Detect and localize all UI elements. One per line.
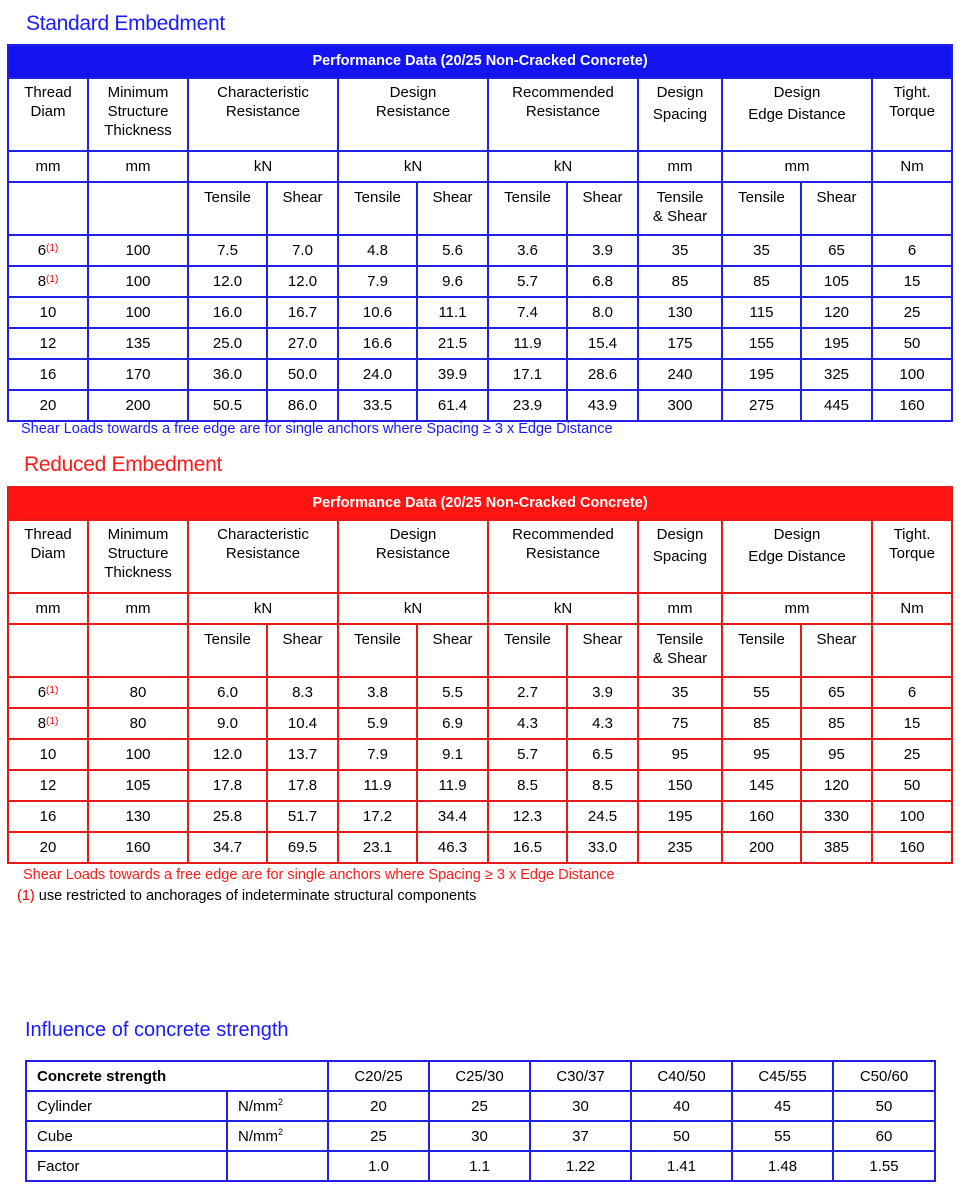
standard-shear-note: Shear Loads towards a free edge are for single anchors where Spacing ≥ 3 x Edge Distance xyxy=(21,421,613,437)
subheader-empty xyxy=(8,182,88,235)
subheader-empty xyxy=(88,182,188,235)
value-cell: 8.0 xyxy=(567,297,638,328)
unit-cell: mm xyxy=(88,593,188,624)
value-cell: 17.8 xyxy=(188,770,267,801)
subheader-tensile: Tensile xyxy=(488,624,567,677)
value-cell: 85 xyxy=(722,266,801,297)
value-cell: 6.5 xyxy=(567,739,638,770)
footnote xyxy=(17,888,476,904)
value-cell: 65 xyxy=(801,235,872,266)
unit-cell: kN xyxy=(188,593,338,624)
concrete-strength-label: Concrete strength xyxy=(26,1061,328,1091)
table-row xyxy=(8,739,952,770)
table-row xyxy=(8,390,952,421)
value-cell: 75 xyxy=(638,708,722,739)
value-cell: 24.0 xyxy=(338,359,417,390)
thread-diam-cell: 10 xyxy=(8,297,88,328)
table-row xyxy=(8,297,952,328)
value-cell: 100 xyxy=(872,801,952,832)
thread-diam-cell: 6$^{(1)}$ xyxy=(8,235,88,266)
thread-diam-cell: 20 xyxy=(8,832,88,863)
thread-diam-cell: 12 xyxy=(8,770,88,801)
value-cell: 7.9 xyxy=(338,266,417,297)
value-cell: 275 xyxy=(722,390,801,421)
footnote-ref: (1) xyxy=(46,716,59,727)
subheader-tensile: Tensile xyxy=(722,182,801,235)
value-cell: 155 xyxy=(722,328,801,359)
value-cell: 7.5 xyxy=(188,235,267,266)
value-cell: 50 xyxy=(833,1091,935,1121)
table-row xyxy=(8,832,952,863)
standard-performance-table xyxy=(7,44,953,422)
subheader-shear: Shear xyxy=(417,182,488,235)
table-row xyxy=(26,1091,935,1121)
value-cell: 200 xyxy=(88,390,188,421)
value-cell: 95 xyxy=(638,739,722,770)
reduced-performance-table xyxy=(7,486,953,864)
unit-cell: mm xyxy=(722,593,872,624)
value-cell: 21.5 xyxy=(417,328,488,359)
value-cell: 325 xyxy=(801,359,872,390)
value-cell: 4.8 xyxy=(338,235,417,266)
header-characteristic-resistance: Characteristic Resistance xyxy=(188,520,338,593)
header-recommended-resistance: Recommended Resistance xyxy=(488,78,638,151)
row-unit: $N/mm^2$ xyxy=(227,1091,328,1121)
value-cell: 200 xyxy=(722,832,801,863)
value-cell: 195 xyxy=(638,801,722,832)
value-cell: 30 xyxy=(429,1121,530,1151)
value-cell: 16.7 xyxy=(267,297,338,328)
value-cell: 25.8 xyxy=(188,801,267,832)
value-cell: 175 xyxy=(638,328,722,359)
value-cell: 15 xyxy=(872,266,952,297)
value-cell: 11.1 xyxy=(417,297,488,328)
value-cell: 3.8 xyxy=(338,677,417,708)
value-cell: 80 xyxy=(88,677,188,708)
value-cell: 25 xyxy=(429,1091,530,1121)
value-cell: 15.4 xyxy=(567,328,638,359)
unit-cell: kN xyxy=(188,151,338,182)
value-cell: 6 xyxy=(872,677,952,708)
header-torque: Tight. Torque xyxy=(872,520,952,593)
value-cell: 5.6 xyxy=(417,235,488,266)
value-cell: 16.5 xyxy=(488,832,567,863)
value-cell: 8.3 xyxy=(267,677,338,708)
value-cell: 86.0 xyxy=(267,390,338,421)
value-cell: 7.0 xyxy=(267,235,338,266)
value-cell: 35 xyxy=(638,677,722,708)
grade-header: C40/50 xyxy=(631,1061,732,1091)
value-cell: 17.8 xyxy=(267,770,338,801)
value-cell: 69.5 xyxy=(267,832,338,863)
header-design-spacing: Design Spacing xyxy=(638,78,722,151)
value-cell: 330 xyxy=(801,801,872,832)
value-cell: 5.5 xyxy=(417,677,488,708)
value-cell: 10.4 xyxy=(267,708,338,739)
value-cell: 1.55 xyxy=(833,1151,935,1181)
value-cell: 5.9 xyxy=(338,708,417,739)
header-edge-distance: Design Edge Distance xyxy=(722,520,872,593)
subheader-shear: Shear xyxy=(267,182,338,235)
subheader-shear: Shear xyxy=(801,624,872,677)
value-cell: 33.5 xyxy=(338,390,417,421)
row-label: Cube xyxy=(26,1121,227,1151)
value-cell: 130 xyxy=(88,801,188,832)
value-cell: 45 xyxy=(732,1091,833,1121)
value-cell: 3.6 xyxy=(488,235,567,266)
grade-header: C45/55 xyxy=(732,1061,833,1091)
value-cell: 145 xyxy=(722,770,801,801)
subheader-empty xyxy=(8,624,88,677)
unit-cell: mm xyxy=(8,151,88,182)
value-cell: 8.5 xyxy=(488,770,567,801)
table-banner: Performance Data (20/25 Non-Cracked Concrete) xyxy=(8,487,952,520)
value-cell: 9.0 xyxy=(188,708,267,739)
table-row xyxy=(8,235,952,266)
row-label: Factor xyxy=(26,1151,227,1181)
value-cell: 100 xyxy=(88,739,188,770)
thread-diam-cell: 10 xyxy=(8,739,88,770)
subheader-tensile-shear: Tensile & Shear xyxy=(638,182,722,235)
value-cell: 20 xyxy=(328,1091,429,1121)
value-cell: 51.7 xyxy=(267,801,338,832)
unit-cell: Nm xyxy=(872,151,952,182)
value-cell: 10.6 xyxy=(338,297,417,328)
value-cell: 195 xyxy=(722,359,801,390)
thread-diam-cell: 16 xyxy=(8,801,88,832)
value-cell: 35 xyxy=(638,235,722,266)
value-cell: 1.22 xyxy=(530,1151,631,1181)
subheader-tensile: Tensile xyxy=(338,624,417,677)
unit-cell: mm xyxy=(8,593,88,624)
value-cell: 11.9 xyxy=(488,328,567,359)
value-cell: 9.1 xyxy=(417,739,488,770)
concrete-strength-table xyxy=(25,1060,936,1182)
subheader-empty xyxy=(872,182,952,235)
thread-diam-cell: 16 xyxy=(8,359,88,390)
value-cell: 65 xyxy=(801,677,872,708)
value-cell: 37 xyxy=(530,1121,631,1151)
value-cell: 25 xyxy=(872,297,952,328)
value-cell: 43.9 xyxy=(567,390,638,421)
value-cell: 130 xyxy=(638,297,722,328)
table-row xyxy=(8,266,952,297)
header-edge-distance: Design Edge Distance xyxy=(722,78,872,151)
value-cell: 120 xyxy=(801,770,872,801)
value-cell: 5.7 xyxy=(488,266,567,297)
value-cell: 34.4 xyxy=(417,801,488,832)
value-cell: 16.6 xyxy=(338,328,417,359)
value-cell: 50 xyxy=(631,1121,732,1151)
value-cell: 385 xyxy=(801,832,872,863)
value-cell: 240 xyxy=(638,359,722,390)
value-cell: 100 xyxy=(88,235,188,266)
value-cell: 17.1 xyxy=(488,359,567,390)
value-cell: 34.7 xyxy=(188,832,267,863)
value-cell: 1.0 xyxy=(328,1151,429,1181)
value-cell: 1.48 xyxy=(732,1151,833,1181)
unit-cell: Nm xyxy=(872,593,952,624)
thread-diam-cell: 12 xyxy=(8,328,88,359)
value-cell: 61.4 xyxy=(417,390,488,421)
value-cell: 7.9 xyxy=(338,739,417,770)
value-cell: 4.3 xyxy=(567,708,638,739)
value-cell: 50 xyxy=(872,770,952,801)
subheader-empty xyxy=(88,624,188,677)
thread-diam-cell: 20 xyxy=(8,390,88,421)
table-row xyxy=(8,801,952,832)
value-cell: 11.9 xyxy=(417,770,488,801)
value-cell: 23.9 xyxy=(488,390,567,421)
subheader-empty xyxy=(872,624,952,677)
value-cell: 160 xyxy=(872,390,952,421)
value-cell: 40 xyxy=(631,1091,732,1121)
value-cell: 50.0 xyxy=(267,359,338,390)
subheader-shear: Shear xyxy=(567,624,638,677)
value-cell: 6.0 xyxy=(188,677,267,708)
value-cell: 55 xyxy=(732,1121,833,1151)
value-cell: 15 xyxy=(872,708,952,739)
grade-header: C30/37 xyxy=(530,1061,631,1091)
value-cell: 9.6 xyxy=(417,266,488,297)
value-cell: 80 xyxy=(88,708,188,739)
table-row xyxy=(8,359,952,390)
value-cell: 12.0 xyxy=(188,266,267,297)
value-cell: 300 xyxy=(638,390,722,421)
table-row xyxy=(8,677,952,708)
footnote-ref: (1) xyxy=(46,274,59,285)
grade-header: C25/30 xyxy=(429,1061,530,1091)
footnote-ref: (1) xyxy=(46,243,59,254)
value-cell: 12.3 xyxy=(488,801,567,832)
value-cell: 5.7 xyxy=(488,739,567,770)
value-cell: 33.0 xyxy=(567,832,638,863)
value-cell: 27.0 xyxy=(267,328,338,359)
value-cell: 3.9 xyxy=(567,677,638,708)
value-cell: 7.4 xyxy=(488,297,567,328)
thread-diam-cell: 8$^{(1)}$ xyxy=(8,266,88,297)
value-cell: 150 xyxy=(638,770,722,801)
subheader-tensile: Tensile xyxy=(188,624,267,677)
header-min-thickness: Minimum Structure Thickness xyxy=(88,520,188,593)
value-cell: 6.8 xyxy=(567,266,638,297)
reduced-embedment-title: Reduced Embedment xyxy=(24,453,223,476)
subheader-shear: Shear xyxy=(567,182,638,235)
table-banner: Performance Data (20/25 Non-Cracked Concrete) xyxy=(8,45,952,78)
value-cell: 195 xyxy=(801,328,872,359)
value-cell: 60 xyxy=(833,1121,935,1151)
value-cell: 1.1 xyxy=(429,1151,530,1181)
value-cell: 1.41 xyxy=(631,1151,732,1181)
header-torque: Tight. Torque xyxy=(872,78,952,151)
subheader-tensile-shear: Tensile & Shear xyxy=(638,624,722,677)
unit-cell: kN xyxy=(488,593,638,624)
value-cell: 6.9 xyxy=(417,708,488,739)
thread-diam-cell: 8$^{(1)}$ xyxy=(8,708,88,739)
footnote-text: use restricted to anchorages of indeterminate structural components xyxy=(34,888,477,904)
subheader-tensile: Tensile xyxy=(338,182,417,235)
row-unit: $N/mm^2$ xyxy=(227,1121,328,1151)
table-row xyxy=(26,1151,935,1181)
row-unit xyxy=(227,1151,328,1181)
subheader-shear: Shear xyxy=(801,182,872,235)
grade-header: C50/60 xyxy=(833,1061,935,1091)
footnote-mark: (1) xyxy=(17,888,35,904)
value-cell: 85 xyxy=(638,266,722,297)
header-design-spacing: Design Spacing xyxy=(638,520,722,593)
value-cell: 23.1 xyxy=(338,832,417,863)
header-design-resistance: Design Resistance xyxy=(338,78,488,151)
value-cell: 17.2 xyxy=(338,801,417,832)
unit-cell: mm xyxy=(722,151,872,182)
subheader-tensile: Tensile xyxy=(488,182,567,235)
reduced-shear-note: Shear Loads towards a free edge are for single anchors where Spacing ≥ 3 x Edge Distance xyxy=(23,867,615,883)
value-cell: 95 xyxy=(801,739,872,770)
grade-header: C20/25 xyxy=(328,1061,429,1091)
value-cell: 28.6 xyxy=(567,359,638,390)
value-cell: 12.0 xyxy=(267,266,338,297)
value-cell: 100 xyxy=(88,297,188,328)
value-cell: 85 xyxy=(801,708,872,739)
value-cell: 160 xyxy=(722,801,801,832)
value-cell: 100 xyxy=(88,266,188,297)
value-cell: 46.3 xyxy=(417,832,488,863)
subheader-shear: Shear xyxy=(267,624,338,677)
value-cell: 235 xyxy=(638,832,722,863)
unit-cell: kN xyxy=(338,593,488,624)
value-cell: 4.3 xyxy=(488,708,567,739)
value-cell: 160 xyxy=(872,832,952,863)
unit-cell: kN xyxy=(338,151,488,182)
value-cell: 30 xyxy=(530,1091,631,1121)
unit-cell: mm xyxy=(638,151,722,182)
table-row xyxy=(8,708,952,739)
value-cell: 50 xyxy=(872,328,952,359)
unit-cell: kN xyxy=(488,151,638,182)
value-cell: 3.9 xyxy=(567,235,638,266)
value-cell: 100 xyxy=(872,359,952,390)
header-design-resistance: Design Resistance xyxy=(338,520,488,593)
value-cell: 16.0 xyxy=(188,297,267,328)
value-cell: 115 xyxy=(722,297,801,328)
value-cell: 2.7 xyxy=(488,677,567,708)
value-cell: 170 xyxy=(88,359,188,390)
value-cell: 35 xyxy=(722,235,801,266)
header-min-thickness: Minimum Structure Thickness xyxy=(88,78,188,151)
header-recommended-resistance: Recommended Resistance xyxy=(488,520,638,593)
subheader-tensile: Tensile xyxy=(722,624,801,677)
value-cell: 95 xyxy=(722,739,801,770)
influence-title: Influence of concrete strength xyxy=(25,1019,289,1041)
unit-cell: mm xyxy=(638,593,722,624)
value-cell: 135 xyxy=(88,328,188,359)
footnote-ref: (1) xyxy=(46,685,59,696)
table-row xyxy=(8,328,952,359)
subheader-tensile: Tensile xyxy=(188,182,267,235)
value-cell: 36.0 xyxy=(188,359,267,390)
value-cell: 6 xyxy=(872,235,952,266)
value-cell: 13.7 xyxy=(267,739,338,770)
subheader-shear: Shear xyxy=(417,624,488,677)
table-row xyxy=(26,1121,935,1151)
thread-diam-cell: 6$^{(1)}$ xyxy=(8,677,88,708)
value-cell: 11.9 xyxy=(338,770,417,801)
value-cell: 105 xyxy=(88,770,188,801)
value-cell: 12.0 xyxy=(188,739,267,770)
value-cell: 25 xyxy=(328,1121,429,1151)
header-characteristic-resistance: Characteristic Resistance xyxy=(188,78,338,151)
value-cell: 25 xyxy=(872,739,952,770)
value-cell: 50.5 xyxy=(188,390,267,421)
value-cell: 105 xyxy=(801,266,872,297)
table-row xyxy=(8,770,952,801)
standard-embedment-title: Standard Embedment xyxy=(26,12,225,35)
unit-cell: mm xyxy=(88,151,188,182)
value-cell: 160 xyxy=(88,832,188,863)
value-cell: 85 xyxy=(722,708,801,739)
value-cell: 55 xyxy=(722,677,801,708)
value-cell: 120 xyxy=(801,297,872,328)
value-cell: 24.5 xyxy=(567,801,638,832)
value-cell: 25.0 xyxy=(188,328,267,359)
value-cell: 8.5 xyxy=(567,770,638,801)
header-thread-diam: Thread Diam xyxy=(8,520,88,593)
header-thread-diam: Thread Diam xyxy=(8,78,88,151)
row-label: Cylinder xyxy=(26,1091,227,1121)
value-cell: 445 xyxy=(801,390,872,421)
value-cell: 39.9 xyxy=(417,359,488,390)
